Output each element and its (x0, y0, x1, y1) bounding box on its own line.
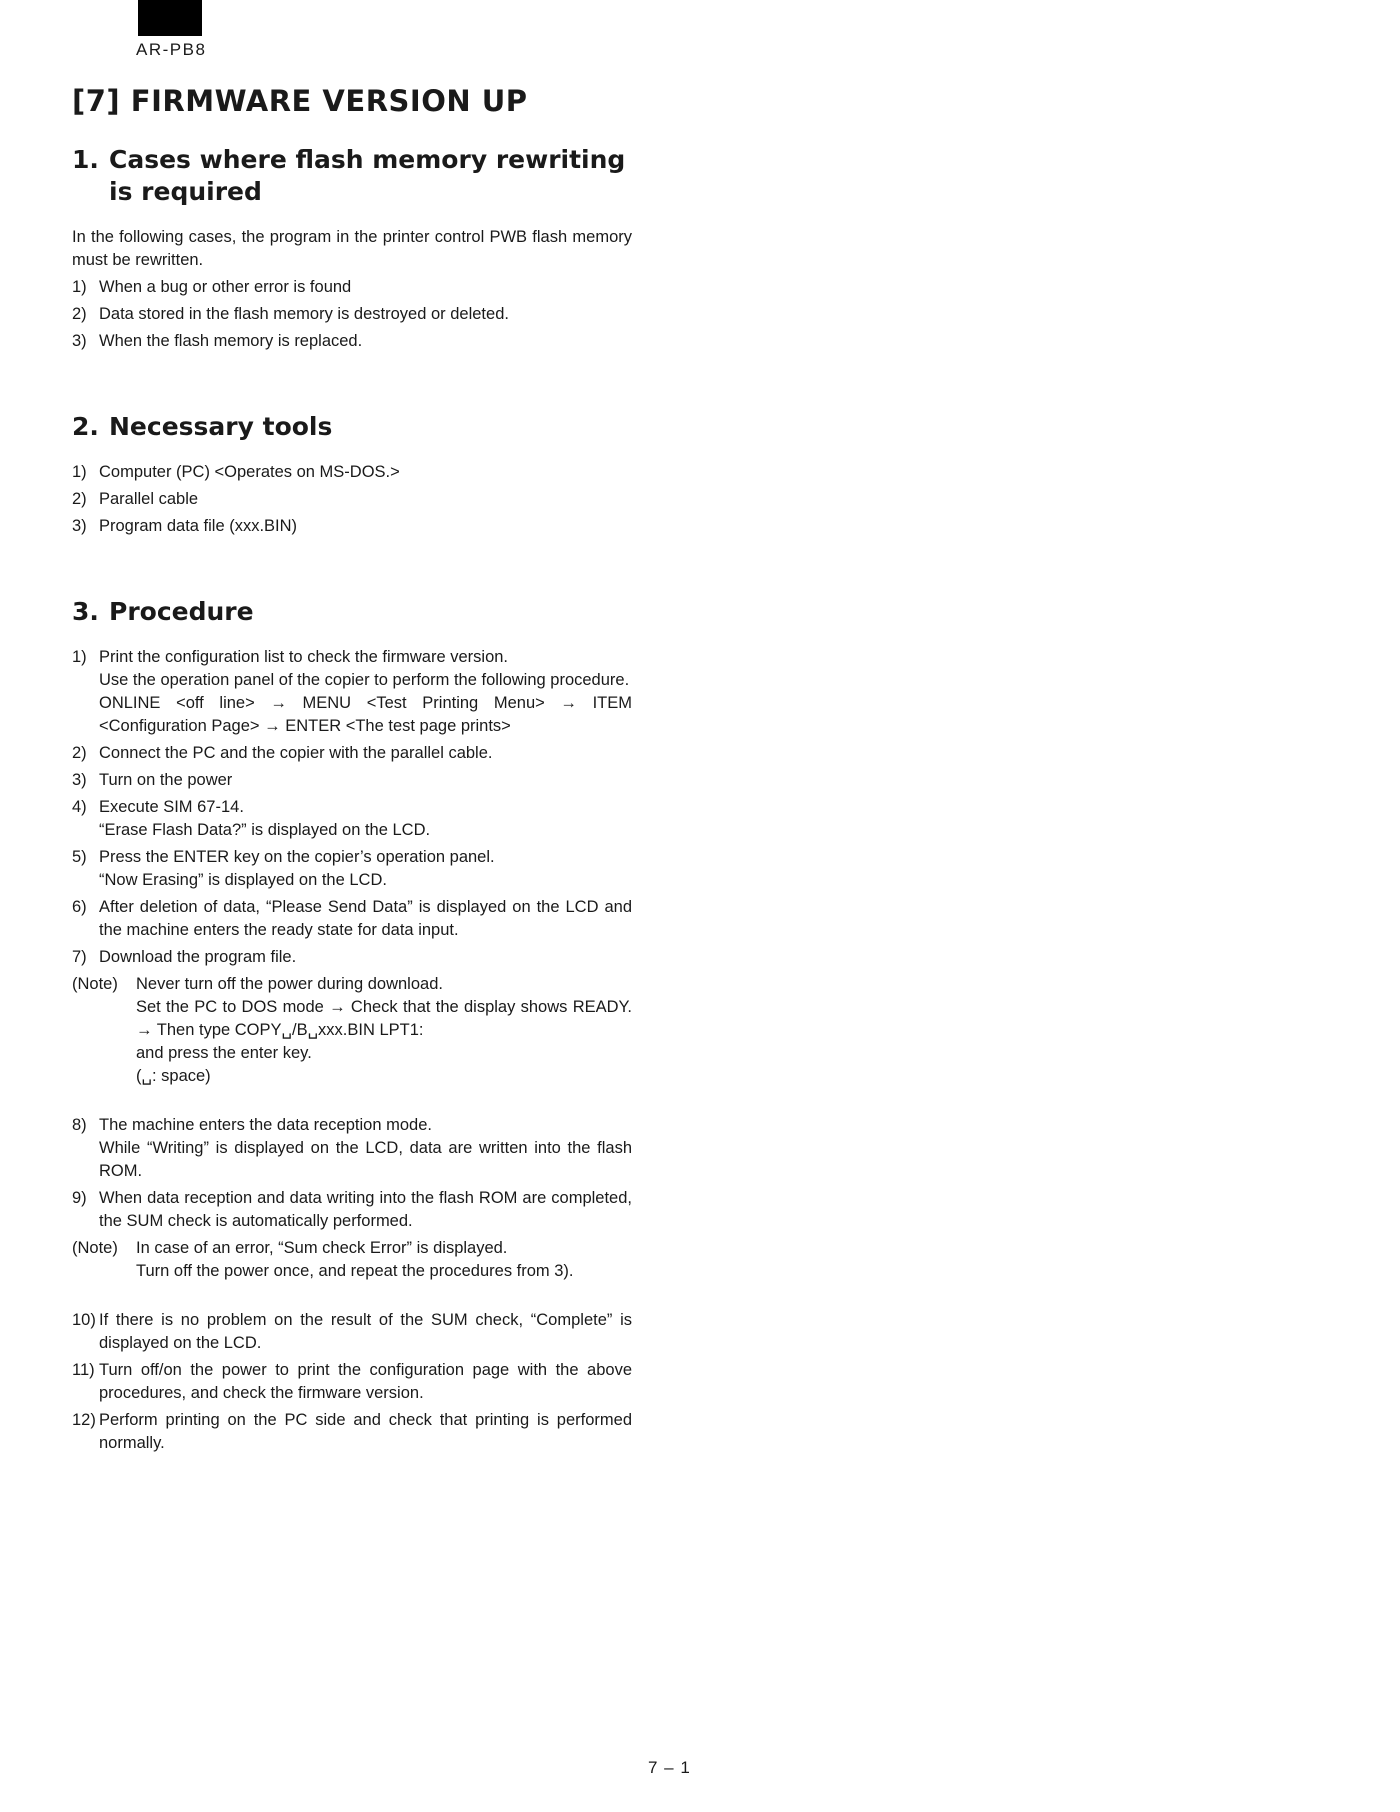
step-line: Execute SIM 67-14. (99, 798, 244, 816)
section-number: 1. (72, 145, 99, 174)
step-text: Perform printing on the PC side and check that printing is performed normally. (99, 1411, 632, 1452)
chapter-title: [7] FIRMWARE VERSION UP (72, 84, 528, 118)
step-number: 12) (72, 1411, 96, 1429)
list-item (72, 276, 632, 299)
section-1-list (72, 276, 632, 353)
header-black-tab (138, 0, 202, 36)
document-body (72, 84, 632, 1459)
page-number: 7 – 1 (648, 1758, 691, 1777)
procedure-step (72, 1359, 632, 1405)
item-text: Data stored in the flash memory is destroyed or deleted. (99, 305, 509, 323)
step-text: If there is no problem on the result of the SUM check, “Complete” is displayed on the LCD. (99, 1311, 632, 1352)
procedure-note (72, 1237, 632, 1283)
item-number: 3) (72, 517, 87, 535)
item-number: 1) (72, 278, 87, 296)
step-text (99, 846, 632, 892)
step-text: Download the program file. (99, 948, 297, 966)
procedure-step (72, 769, 632, 792)
list-item (72, 488, 632, 511)
note-line: Never turn off the power during download. (136, 975, 443, 993)
step-line: “Erase Flash Data?” is displayed on the LCD. (99, 821, 431, 839)
note-text (136, 1237, 632, 1283)
step-text: Turn off/on the power to print the configuration page with the above procedures, and check the firmware version. (99, 1361, 632, 1402)
item-number: 1) (72, 463, 87, 481)
procedure-step (72, 1409, 632, 1455)
step-number: 1) (72, 648, 87, 666)
step-line: The machine enters the data reception mode. (99, 1116, 432, 1134)
section-3-heading (72, 596, 632, 628)
step-text (99, 796, 632, 842)
step-number: 5) (72, 848, 87, 866)
procedure-note (72, 973, 632, 1088)
step-number: 10) (72, 1311, 96, 1329)
section-1-heading (72, 144, 632, 208)
step-line: Use the operation panel of the copier to perform the following procedure. (99, 671, 630, 689)
item-number: 2) (72, 490, 87, 508)
step-number: 3) (72, 771, 87, 789)
step-number: 7) (72, 948, 87, 966)
step-line: Press the ENTER key on the copier’s operation panel. (99, 848, 495, 866)
procedure-step (72, 646, 632, 738)
list-item (72, 303, 632, 326)
step-number: 8) (72, 1116, 87, 1134)
procedure-step (72, 946, 632, 969)
note-line: Turn off the power once, and repeat the procedures from 3). (136, 1262, 574, 1280)
step-line: “Now Erasing” is displayed on the LCD. (99, 871, 387, 889)
item-text: Program data file (xxx.BIN) (99, 517, 298, 535)
item-text: When a bug or other error is found (99, 278, 352, 296)
step-text: After deletion of data, “Please Send Data” is displayed on the LCD and the machine enters the ready state for data input. (99, 898, 632, 939)
procedure-list (72, 646, 632, 1455)
step-line: While “Writing” is displayed on the LCD, data are written into the flash ROM. (99, 1139, 632, 1180)
item-number: 3) (72, 332, 87, 350)
list-item (72, 461, 632, 484)
procedure-step (72, 896, 632, 942)
step-number: 2) (72, 744, 87, 762)
step-text (99, 646, 632, 738)
note-line: In case of an error, “Sum check Error” is displayed. (136, 1239, 508, 1257)
step-line: ONLINE <off line> → MENU <Test Printing Menu> → ITEM <Configuration Page> → ENTER <The test page prints> (99, 694, 632, 735)
note-label: (Note) (72, 975, 118, 993)
procedure-step (72, 796, 632, 842)
section-title: Procedure (109, 597, 254, 626)
step-text: Turn on the power (99, 771, 233, 789)
procedure-step (72, 1309, 632, 1355)
step-text (99, 1114, 632, 1183)
list-item (72, 330, 632, 353)
section-number: 3. (72, 597, 99, 626)
item-number: 2) (72, 305, 87, 323)
note-label: (Note) (72, 1239, 118, 1257)
note-text (136, 973, 632, 1088)
procedure-step (72, 1187, 632, 1233)
item-text: Computer (PC) <Operates on MS-DOS.> (99, 463, 400, 481)
procedure-step (72, 742, 632, 765)
step-text: When data reception and data writing into the flash ROM are completed, the SUM check is automatically performed. (99, 1189, 632, 1230)
section-2-list (72, 461, 632, 538)
procedure-step (72, 846, 632, 892)
step-number: 9) (72, 1189, 87, 1207)
section-title: Cases where flash memory rewriting is required (109, 145, 626, 206)
step-text: Connect the PC and the copier with the parallel cable. (99, 744, 493, 762)
section-title: Necessary tools (109, 412, 333, 441)
section-1-intro: In the following cases, the program in the printer control PWB flash memory must be rewritten. (72, 228, 632, 269)
item-text: Parallel cable (99, 490, 199, 508)
procedure-step (72, 1114, 632, 1183)
step-number: 4) (72, 798, 87, 816)
step-line: Print the configuration list to check the firmware version. (99, 648, 509, 666)
note-line: and press the enter key. (136, 1044, 312, 1062)
item-text: When the flash memory is replaced. (99, 332, 363, 350)
step-number: 11) (72, 1361, 95, 1379)
section-2-heading (72, 411, 632, 443)
note-line: Set the PC to DOS mode → Check that the display shows READY. → Then type COPY␣/B␣xxx.BIN LPT1: (136, 998, 632, 1039)
section-number: 2. (72, 412, 99, 441)
note-line: (␣: space) (136, 1067, 211, 1085)
list-item (72, 515, 632, 538)
step-number: 6) (72, 898, 87, 916)
model-label: AR-PB8 (136, 40, 207, 59)
